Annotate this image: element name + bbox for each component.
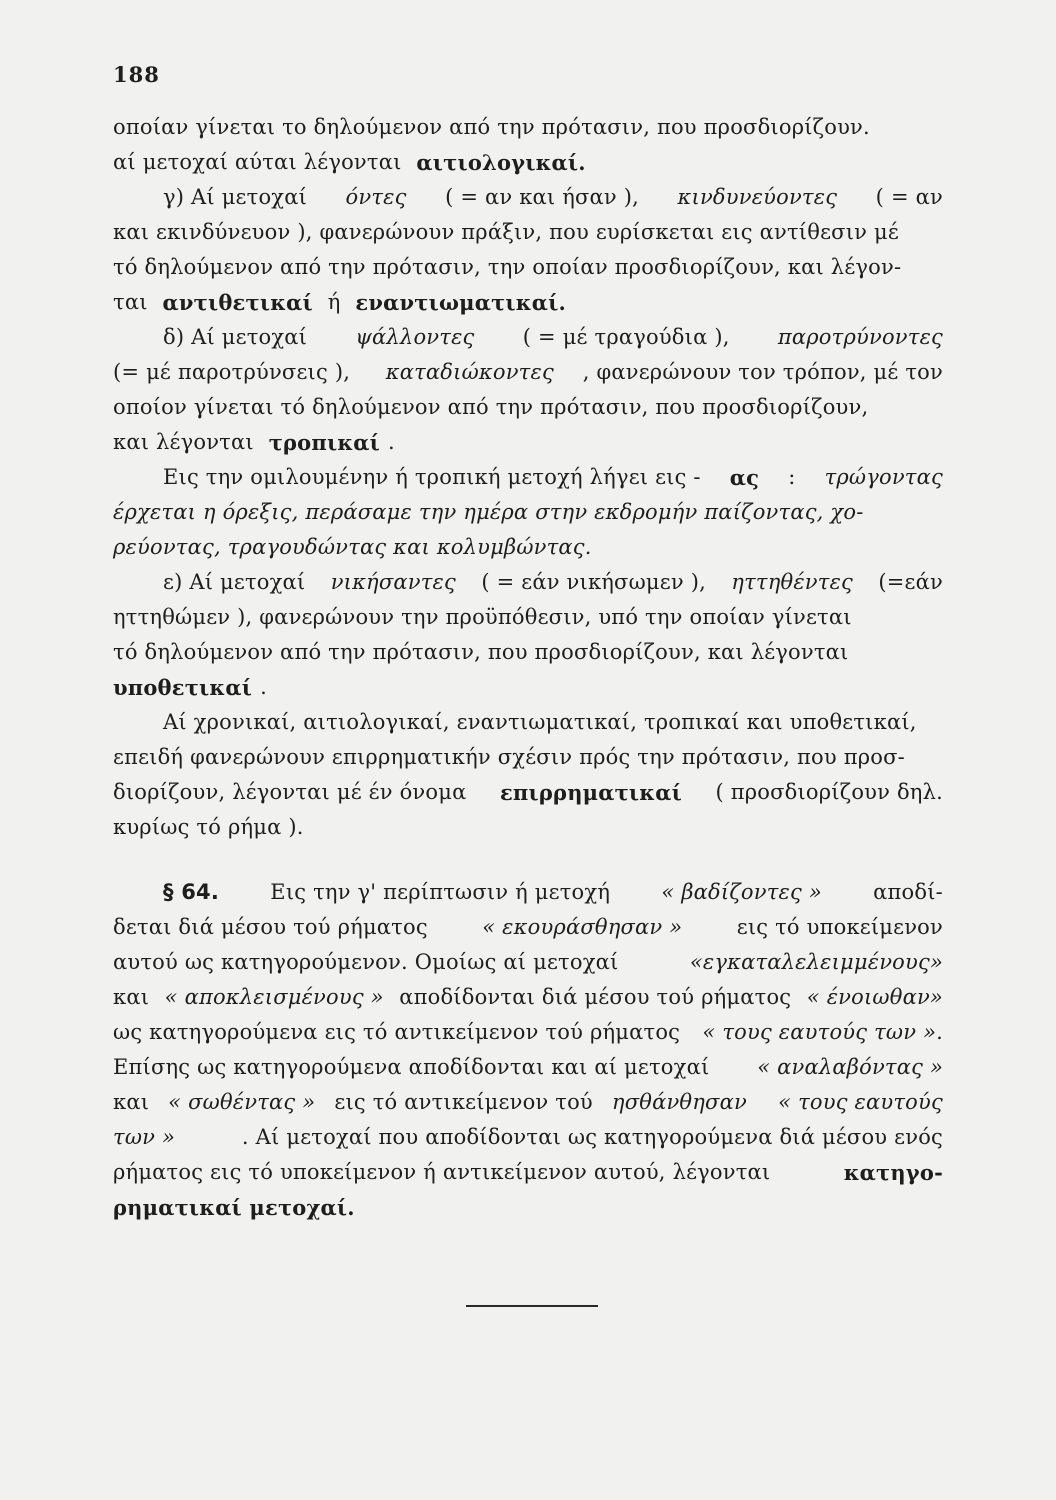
text-line: ηττηθώμεν ), φανερώνουν την προϋπόθεσιν, υπό την οποίαν γίνεται <box>113 605 852 629</box>
text-line: οποίαν γίνεται το δηλούμενον από την πρότασιν, που προσδιορίζουν. <box>113 115 870 139</box>
text-line <box>113 1190 943 1225</box>
term-bold: αιτιολογικαί. <box>416 150 586 175</box>
text-line: οποίον γίνεται τό δηλούμενον από την πρότασιν, που προσδιορίζουν, <box>113 395 869 419</box>
term-bold: αντιθετικαί <box>162 290 313 315</box>
term-bold: κατηγο- <box>843 1160 943 1185</box>
text-line: ρεύοντας, τραγουδώντας και κολυμβώντας. <box>113 535 592 559</box>
text-line: Επίσης ως κατηγορούμενα αποδίδονται και αί μετοχαί « αναλαβόντας » <box>113 1055 943 1079</box>
text-line: αυτού ως κατηγορούμενον. Ομοίως αί μετοχαί «εγκαταλελειμμένους» <box>113 950 943 974</box>
text-line: ρήματος εις τό υποκείμενον ή αντικείμενον αυτού, λέγονται κατηγο- <box>113 1155 943 1190</box>
term-bold: επιρρηματικαί <box>499 780 682 805</box>
section-number: § 64. <box>163 880 220 904</box>
text-line: Εις την ομιλουμένην ή τροπική μετοχή λήγει εις - ας : τρώγοντας <box>163 465 943 490</box>
page-number: 188 <box>113 62 160 87</box>
text-line: § 64. Εις την γ' περίπτωσιν ή μετοχή « βαδίζοντες » αποδί- <box>113 875 943 910</box>
text-line: κυρίως τό ρήμα ). <box>113 815 304 839</box>
text-line: και « αποκλεισμένους » αποδίδονται διά μέσου τού ρήματος « ένοιωθαν» <box>113 985 943 1009</box>
text-line: τό δηλούμενον από την πρότασιν, που προσδιορίζουν, και λέγονται <box>113 640 849 664</box>
text-line: διορίζουν, λέγονται μέ έν όνομα επιρρηματικαί ( προσδιορίζουν δηλ. <box>113 775 943 810</box>
text-line: ε) Αί μετοχαί νικήσαντες ( = εάν νικήσωμεν ), ηττηθέντες (=εάν <box>163 570 943 594</box>
text-line: ται αντιθετικαί ή εναντιωματικαί. <box>113 285 943 320</box>
text-line: τό δηλούμενον από την πρότασιν, την οποίαν προσδιορίζουν, και λέγον- <box>113 255 902 279</box>
text-line: επειδή φανερώνουν επιρρηματικήν σχέσιν πρός την πρότασιν, που προσ- <box>113 745 905 769</box>
text-line: και εκινδύνευον ), φανερώνουν πράξιν, που ευρίσκεται εις αντίθεσιν μέ <box>113 220 899 244</box>
end-rule <box>466 1305 598 1307</box>
text-line: των » . Αί μετοχαί που αποδίδονται ως κατηγορούμενα διά μέσου ενός <box>113 1125 943 1149</box>
text-line: (= μέ παροτρύνσεις ), καταδιώκοντες , φανερώνουν τον τρόπον, μέ τον <box>113 360 943 384</box>
text-line: δεται διά μέσου τού ρήματος « εκουράσθησαν » εις τό υποκείμενον <box>113 915 943 939</box>
text-line: ως κατηγορούμενα εις τό αντικείμενον τού ρήματος « τους εαυτούς των ». <box>113 1020 943 1044</box>
term-bold: ρηματικαί μετοχαί. <box>113 1195 355 1220</box>
body-text <box>113 110 943 1225</box>
text-line: Αί χρονικαί, αιτιολογικαί, εναντιωματικαί, τροπικαί και υποθετικαί, <box>163 710 917 734</box>
text-line: γ) Αί μετοχαί όντες ( = αν και ήσαν ), κινδυνεύοντες ( = αν <box>163 185 943 209</box>
text-line: δ) Αί μετοχαί ψάλλοντες ( = μέ τραγούδια ), παροτρύνοντες <box>163 325 943 349</box>
term-bold: τροπικαί <box>268 430 380 455</box>
text-line: έρχεται η όρεξις, περάσαμε την ημέρα στην εκδρομήν παίζοντας, χο- <box>113 500 864 524</box>
term-bold: υποθετικαί <box>113 675 253 700</box>
text-line: αί μετοχαί αύται λέγονται αιτιολογικαί. <box>113 145 943 180</box>
text-line: και λέγονται τροπικαί . <box>113 425 943 460</box>
text-line: και « σωθέντας » εις τό αντικείμενον τού ησθάνθησαν « τους εαυτούς <box>113 1090 943 1114</box>
term-bold: εναντιωματικαί. <box>355 290 566 315</box>
text-line: υποθετικαί . <box>113 670 943 705</box>
